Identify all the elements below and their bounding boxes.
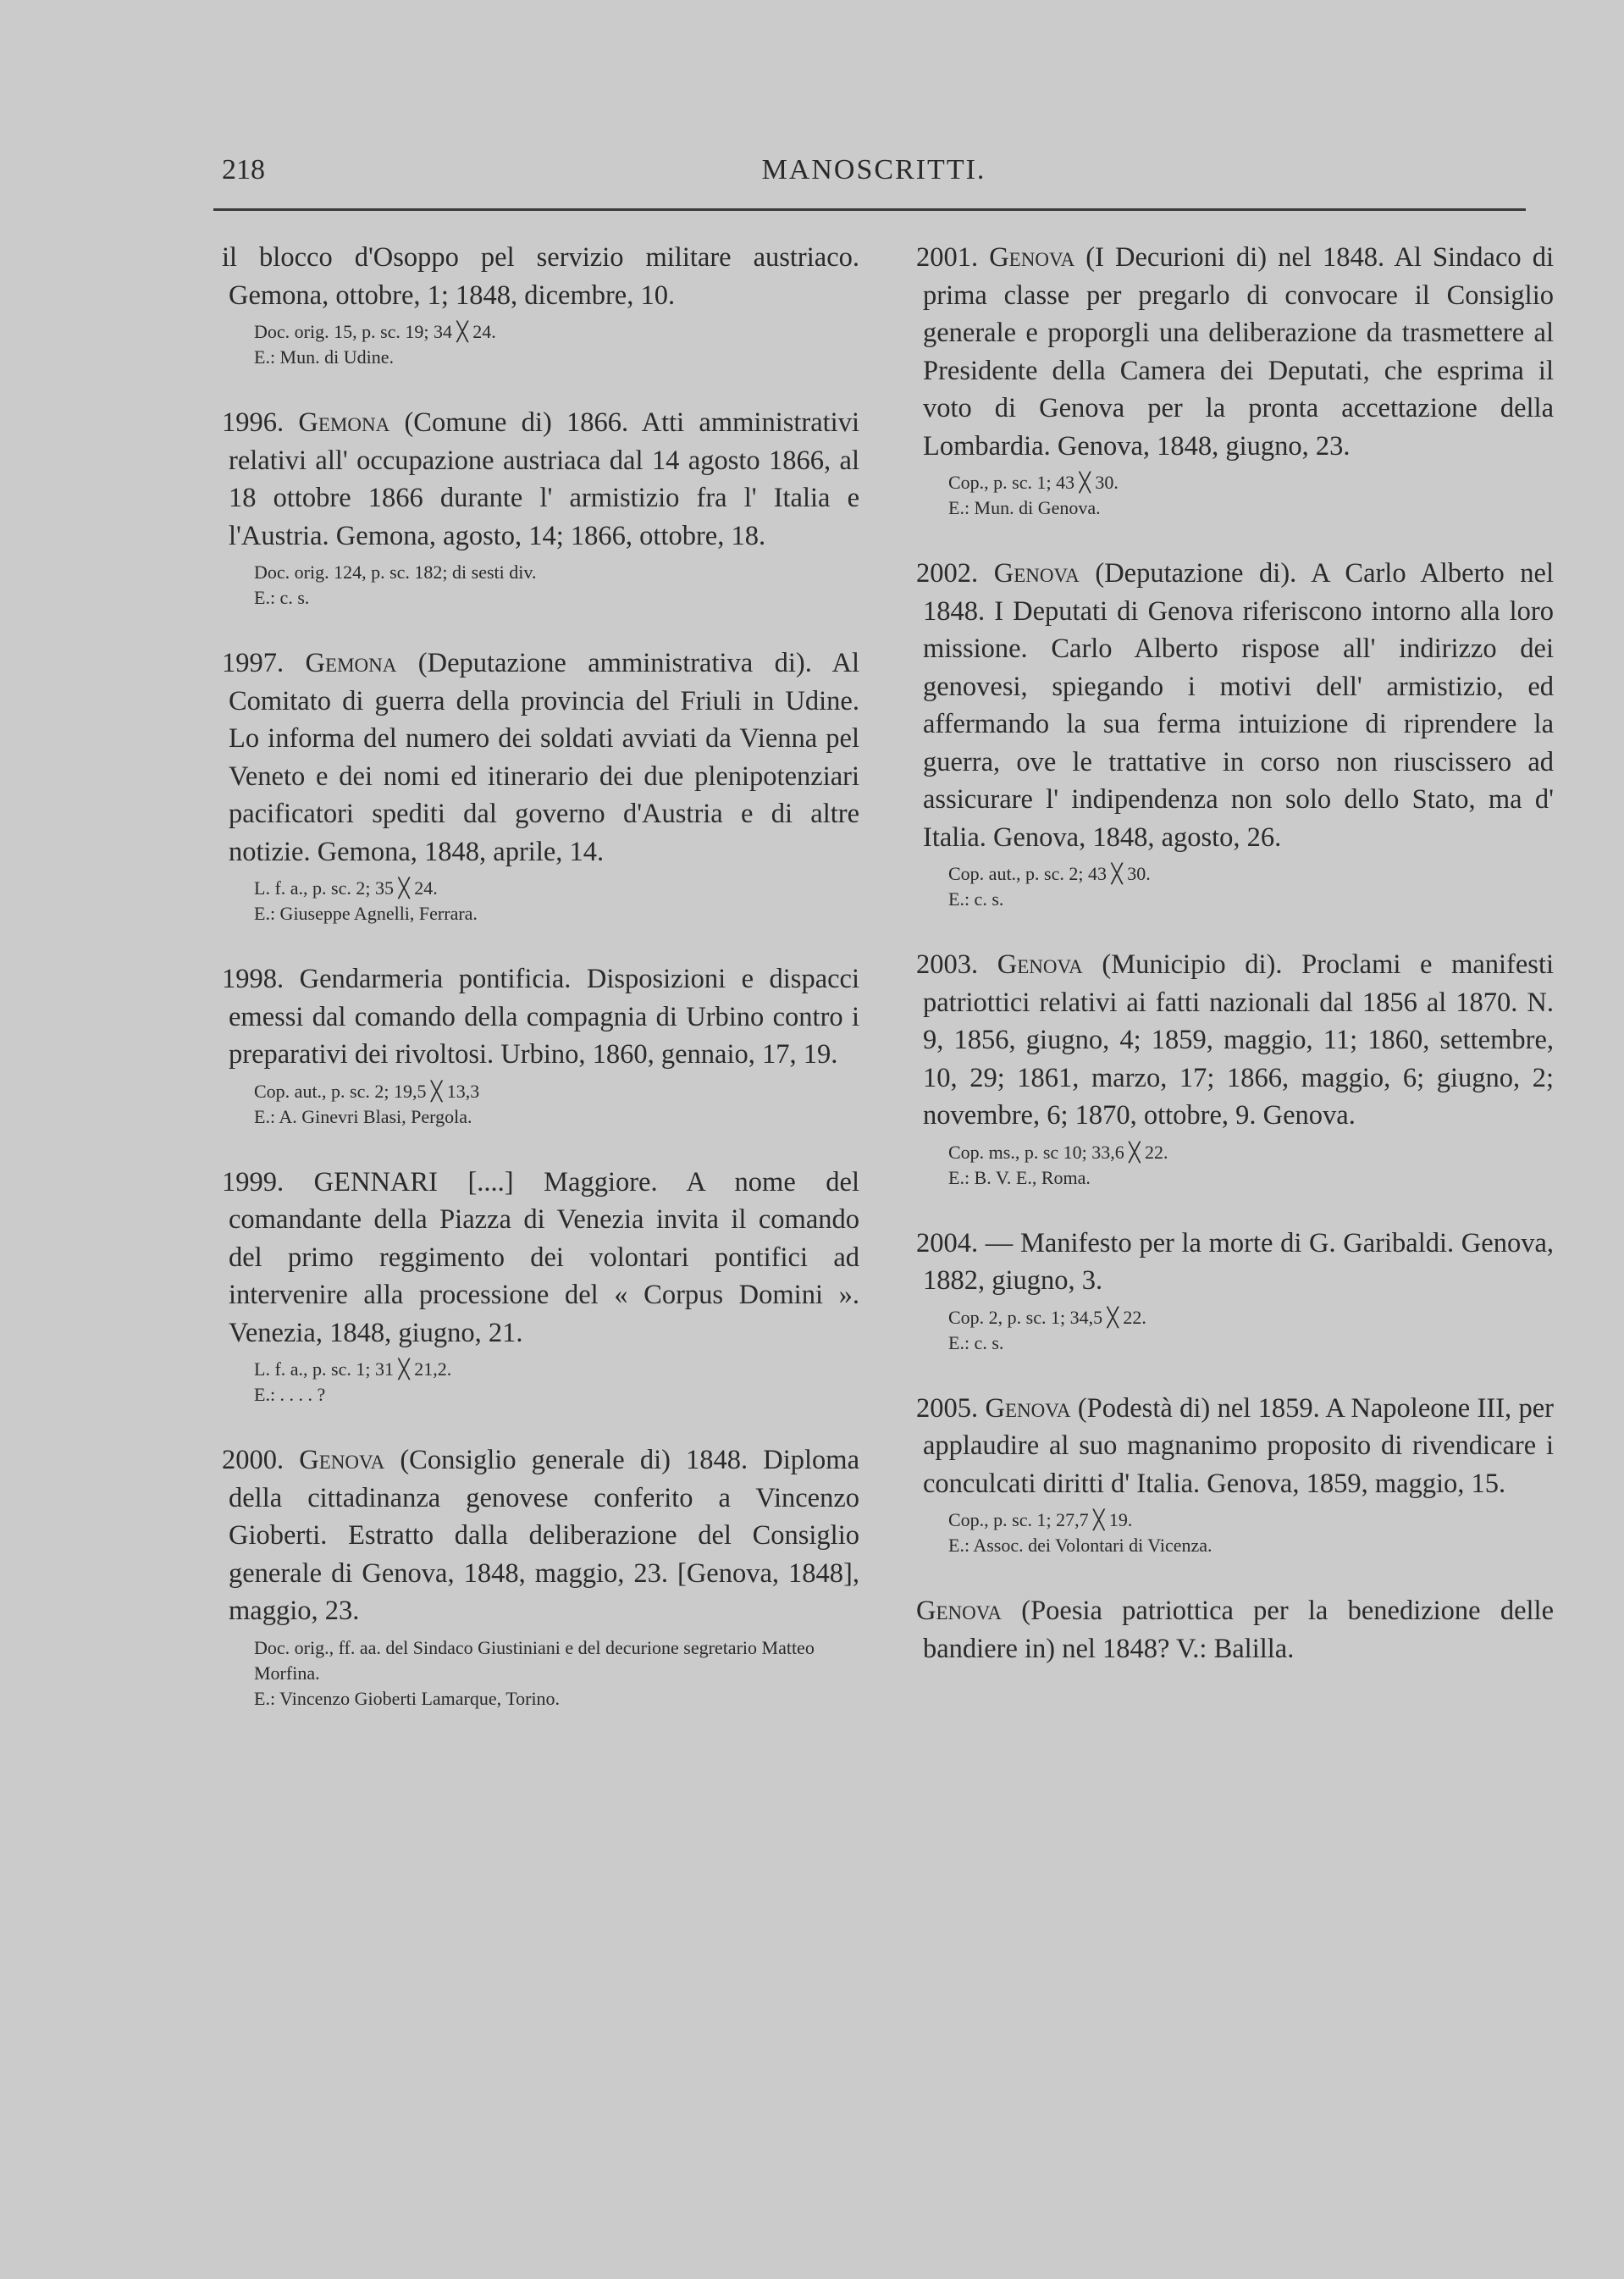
entry-meta (254, 876, 859, 927)
meta-line: E.: Giuseppe Agnelli, Ferrara. (254, 903, 478, 924)
entry-number: 2001. (916, 242, 990, 273)
entry-body (222, 239, 859, 314)
catalog-entry (222, 404, 859, 611)
meta-line: Cop., p. sc. 1; 27,7 ╳ 19. (948, 1509, 1133, 1530)
entry-lead: Genova (989, 242, 1086, 273)
catalog-entry (916, 1592, 1555, 1668)
entry-number: 1996. (222, 407, 299, 438)
entry-meta (254, 319, 859, 370)
entry-lead: Genova (299, 1445, 400, 1475)
meta-line: Cop. ms., p. sc 10; 33,6 ╳ 22. (948, 1141, 1168, 1163)
entry-body (916, 1225, 1554, 1300)
entry-meta (948, 861, 1554, 912)
meta-line: Cop. 2, p. sc. 1; 34,5 ╳ 22. (948, 1306, 1146, 1328)
meta-line: Cop., p. sc. 1; 43 ╳ 30. (948, 472, 1119, 493)
page-header (222, 149, 1526, 200)
entry-body (916, 1390, 1555, 1503)
entry-body (222, 404, 859, 555)
meta-line: E.: Mun. di Udine. (254, 346, 394, 368)
meta-line: Cop. aut., p. sc. 2; 19,5 ╳ 13,3 (254, 1080, 480, 1102)
entry-text: (Comune di) 1866. Atti amministrativi relativi all' occupazione austriaca dal 14 agosto 1866, al 18 ottobre 1866 durante l' armistizio fra l' Italia e l'Austria. Gemona, agosto, 14; 1866, ottobre, 18. (229, 407, 859, 551)
meta-line: E.: c. s. (948, 1331, 1004, 1353)
entry-body (916, 946, 1555, 1135)
catalog-entry (222, 644, 859, 927)
entry-body (916, 239, 1555, 465)
meta-line: E.: c. s. (948, 888, 1004, 910)
meta-line: Cop. aut., p. sc. 2; 43 ╳ 30. (948, 863, 1151, 884)
meta-line: Doc. orig., ff. aa. del Sindaco Giustiniani e del decurione segretario Matteo Morfina. (254, 1636, 815, 1684)
meta-line: L. f. a., p. sc. 2; 35 ╳ 24. (254, 877, 438, 899)
entry-text: (Deputazione di). A Carlo Alberto nel 1848. I Deputati di Genova riferiscono intorno alla loro missione. Carlo Alberto rispose all' indirizzo dei genovesi, spiegando i motivi dell' armistizio, ed affermando la sua ferma intuizione di riprendere la guerra, ove le trattative in corso non riuscissero ad assicurare l' indipendenza non solo dello Stato, ma d' Italia. Genova, 1848, agosto, 26. (923, 558, 1555, 853)
entry-text: (Deputazione amministrativa di). Al Comitato di guerra della provincia del Friuli in Udine. Lo informa del numero dei soldati avviati da Vienna pel Veneto e dei nomi ed itinerario dei due plenipotenziari pacificatori spediti dal governo d'Austria e di altre notizie. Gemona, 1848, aprile, 14. (229, 648, 859, 867)
entry-meta (254, 1357, 859, 1408)
entry-text: (Poesia patriottica per la benedizione delle bandiere in) nel 1848? V.: Balilla. (923, 1596, 1555, 1664)
entry-lead: Gemona (305, 648, 418, 678)
meta-line: E.: B. V. E., Roma. (948, 1166, 1091, 1188)
entry-body (222, 960, 860, 1074)
entry-lead: Gemona (298, 407, 405, 438)
catalog-entry (916, 1225, 1554, 1356)
entry-body (222, 1441, 860, 1630)
entry-number: 2002. (916, 558, 994, 589)
catalog-entry (916, 239, 1555, 521)
meta-line: Doc. orig. 124, p. sc. 182; di sesti div. (254, 561, 537, 583)
left-column (222, 239, 860, 1745)
entry-lead: Genova (997, 949, 1102, 980)
entry-text: (Podestà di) nel 1859. A Napoleone III, per applaudire al suo magnanimo proposito di rivendicare i conculcati diritti d' Italia. Genova, 1859, maggio, 15. (923, 1392, 1555, 1499)
catalog-entry (916, 1390, 1555, 1559)
meta-line: E.: . . . . ? (254, 1384, 326, 1405)
entry-body (916, 1592, 1555, 1668)
entry-body (916, 555, 1555, 856)
entry-text: — Manifesto per la morte di G. Garibaldi. Genova, 1882, giugno, 3. (923, 1227, 1554, 1296)
right-column (916, 239, 1555, 1701)
entry-meta (948, 470, 1554, 521)
entry-body (222, 644, 859, 871)
catalog-entry (222, 1164, 860, 1408)
entry-text: GENNARI [....] Maggiore. A nome del comandante della Piazza di Venezia invita il comando del primo reggimento dei volontari pontifici ad intervenire alla processione del « Corpus Domini ». Venezia, 1848, giugno, 21. (229, 1166, 860, 1348)
meta-line: Doc. orig. 15, p. sc. 19; 34 ╳ 24. (254, 321, 496, 342)
entry-number: 2000. (222, 1445, 300, 1475)
entry-text: Gendarmeria pontificia. Disposizioni e dispacci emessi dal comando della compagnia di Urbino contro i preparativi dei rivoltosi. Urbino, 1860, gennaio, 17, 19. (229, 964, 860, 1070)
meta-line: E.: Vincenzo Gioberti Lamarque, Torino. (254, 1687, 561, 1709)
entry-number: 1999. (222, 1166, 314, 1198)
entry-body (222, 1164, 860, 1352)
page-number: 218 (222, 154, 265, 185)
entry-meta (948, 1507, 1554, 1558)
entry-text: (I Decurioni di) nel 1848. Al Sindaco di prima classe per pregarlo di convocare il Consiglio generale e proporgli una deliberazione da trasmettere al Presidente della Camera dei Deputati, che esprima il voto di Genova per la pronta accettazione della Lombardia. Genova, 1848, giugno, 23. (923, 242, 1555, 462)
entry-number: 2003. (916, 949, 997, 980)
entry-lead: Genova (993, 558, 1096, 589)
meta-line: E.: Assoc. dei Volontari di Vicenza. (948, 1535, 1212, 1556)
meta-line: E.: Mun. di Genova. (948, 497, 1101, 518)
running-title: MANOSCRITTI. (761, 154, 986, 185)
catalog-entry (222, 1441, 860, 1712)
entry-lead: Genova (985, 1392, 1078, 1424)
entry-text: (Municipio di). Proclami e manifesti patriottici relativi ai fatti nazionali dal 1856 al 1870. N. 9, 1856, giugno, 4; 1859, maggio, 11; 1860, settembre, 10, 29; 1861, marzo, 17; 1866, maggio, 6; giugno, 2; novembre, 6; 1870, ottobre, 9. Genova. (923, 949, 1555, 1131)
catalog-entry (222, 239, 859, 370)
entry-text: (Consiglio generale di) 1848. Diploma della cittadinanza genovese conferito a Vincenzo Gioberti. Estratto dalla deliberazione del Consiglio generale di Genova, 1848, maggio, 23. [Genova, 1848], maggio, 23. (229, 1445, 860, 1626)
entry-meta (948, 1140, 1554, 1191)
header-rule (213, 208, 1526, 211)
entry-number: 1997. (222, 648, 306, 678)
entry-text: il blocco d'Osoppo pel servizio militare austriaco. Gemona, ottobre, 1; 1848, dicembre, 10. (222, 242, 859, 311)
entry-number: 2005. (916, 1392, 986, 1424)
entry-meta (254, 1079, 859, 1130)
entry-meta (948, 1305, 1554, 1356)
entry-meta (254, 560, 859, 611)
catalog-entry (916, 555, 1555, 912)
entry-lead: Genova (916, 1596, 1022, 1626)
entry-meta (254, 1635, 859, 1712)
entry-number: 1998. (222, 964, 300, 994)
entry-number: 2004. (916, 1227, 986, 1258)
meta-line: E.: c. s. (254, 587, 310, 608)
catalog-entry (222, 960, 860, 1130)
catalog-entry (916, 946, 1555, 1191)
meta-line: L. f. a., p. sc. 1; 31 ╳ 21,2. (254, 1358, 452, 1380)
meta-line: E.: A. Ginevri Blasi, Pergola. (254, 1105, 472, 1127)
